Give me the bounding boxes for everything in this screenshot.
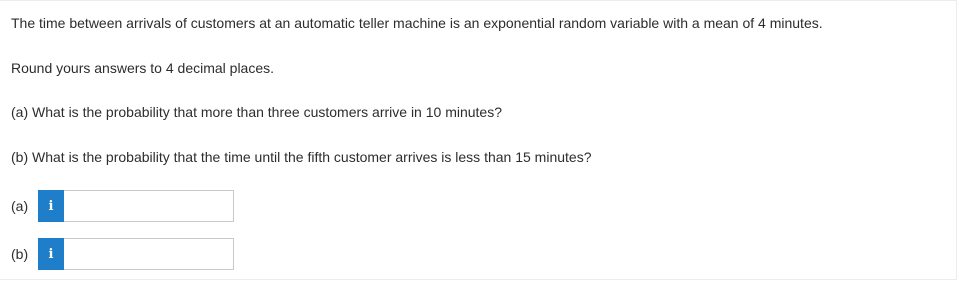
- question-part-a: (a) What is the probability that more than three customers arrive in 10 minutes?: [11, 104, 502, 120]
- info-icon-glyph: i: [48, 246, 54, 262]
- answer-row-a: [11, 189, 234, 223]
- answer-label-a: (a): [11, 198, 29, 214]
- answer-label-b: (b): [11, 246, 29, 262]
- question-part-b: (b) What is the probability that the time until the fifth customer arrives is less than 15 minutes?: [11, 149, 592, 165]
- info-icon[interactable]: [38, 238, 64, 270]
- info-icon[interactable]: [38, 190, 64, 222]
- rounding-instruction: Round yours answers to 4 decimal places.: [11, 60, 275, 76]
- info-icon-glyph: i: [48, 198, 54, 214]
- answer-input-a[interactable]: [64, 190, 234, 222]
- answer-input-b[interactable]: [64, 238, 234, 270]
- question-intro: The time between arrivals of customers at an automatic teller machine is an exponential random variable with a mean of 4 minutes.: [11, 15, 823, 31]
- answer-row-b: [11, 237, 234, 271]
